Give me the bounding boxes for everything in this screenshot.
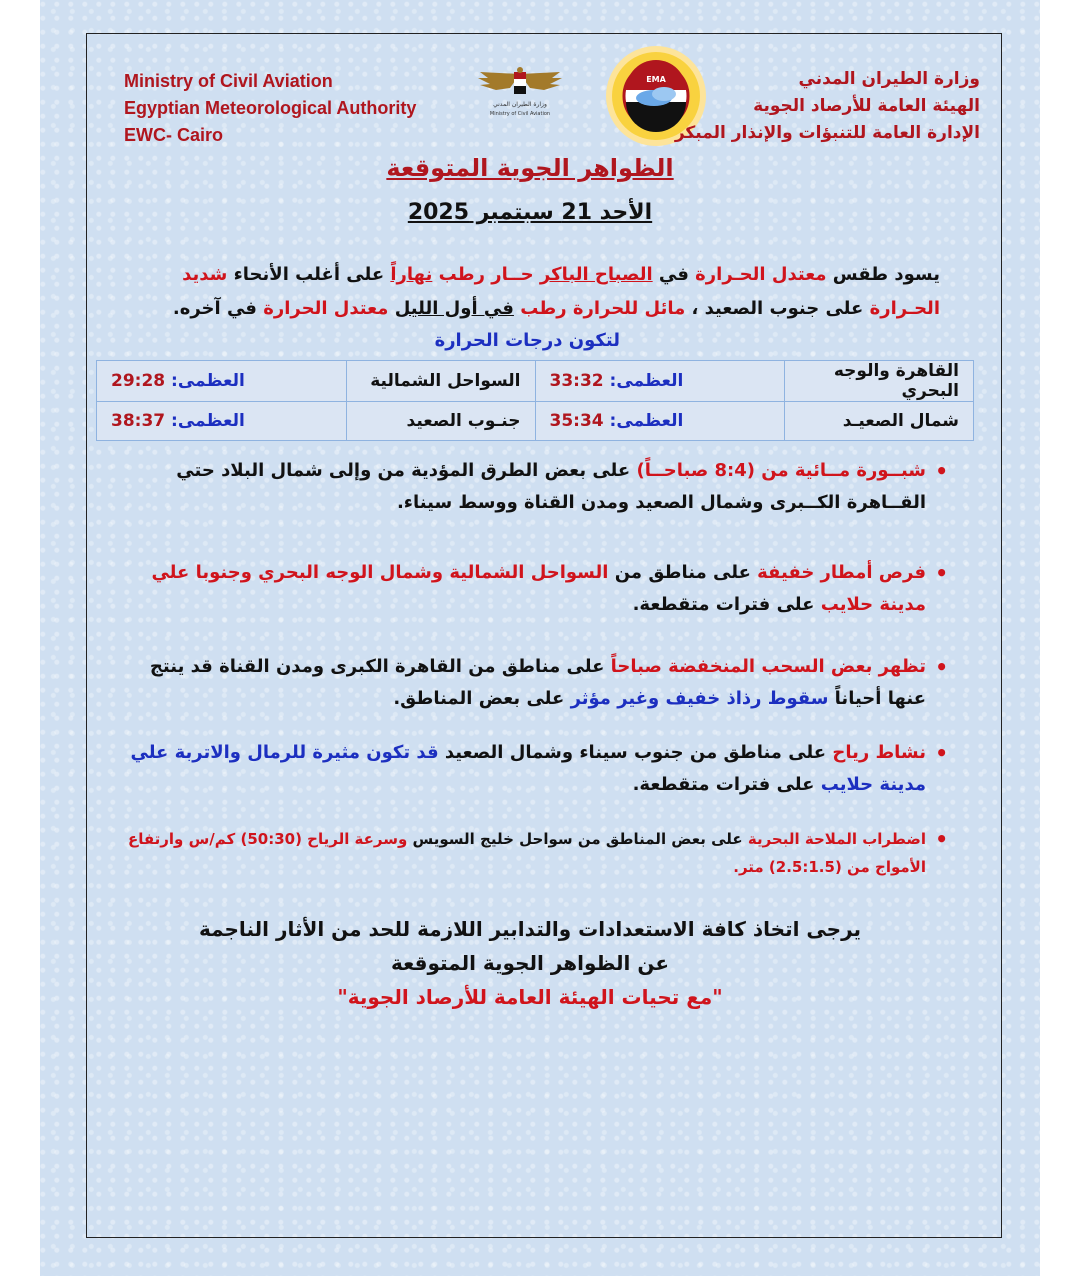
bullet-fog: • شبــورة مــائية من (8:4 صباحــاً) على بعض الطرق المؤدية من وإلى شمال البلاد حتي القــاهرة الكــبرى وشمال الصعيد ومدن القناة ووسط سيناء.: [118, 455, 948, 519]
svg-text:وزارة الطيران المدني: وزارة الطيران المدني: [493, 101, 547, 108]
document-title: الظواهر الجوية المتوقعة: [386, 154, 674, 182]
max-temp-cell: العظمى: 35:34: [535, 402, 785, 441]
table-row: [97, 361, 974, 402]
region-cell: القاهرة والوجه البحري: [785, 361, 974, 402]
svg-text:Ministry of Civil Aviation: Ministry of Civil Aviation: [489, 111, 551, 117]
bullet-wind: • نشاط رياح على مناطق من جنوب سيناء وشمال الصعيد قد تكون مثيرة للرمال والاتربة علي مدينة حلايب على فترات متقطعة.: [118, 737, 948, 801]
header-ar-line-2: الهيئة العامة للأرصاد الجوية: [753, 96, 980, 116]
bullet-low-clouds: • تظهر بعض السحب المنخفضة صباحاً على مناطق من القاهرة الكبرى ومدن القناة قد ينتج عنها أحياناً سقوط رذاذ خفيف وغير مؤثر على بعض المناطق.: [118, 651, 948, 715]
ministry-eagle-logo: [470, 66, 570, 122]
closing-note: [170, 912, 890, 1014]
region-cell: السواحل الشمالية: [346, 361, 535, 402]
bullet-marine: • اضطراب الملاحة البحرية على بعض المناطق من سواحل خليج السويس وسرعة الرياح (50:30) كم/س وارتفاع الأمواج من (2.5:1.5) متر.: [118, 825, 948, 881]
svg-text:EMA: EMA: [646, 75, 666, 84]
forecast-bullets: [118, 455, 948, 881]
table-row: [97, 402, 974, 441]
temperatures-heading: لتكون درجات الحرارة: [434, 330, 620, 351]
header-en-line-1: Ministry of Civil Aviation: [124, 71, 333, 91]
forecast-date: الأحد 21 سبتمبر 2025: [407, 200, 653, 225]
intro-paragraph: يسود طقس معتدل الحـرارة في الصباح الباكر حــار رطب نهاراً على أغلب الأنحاء شديد الحـرارة على جنوب الصعيد ، مائل للحرارة رطب في أول الليل معتدل الحرارة في آخره.: [172, 264, 940, 319]
max-temp-cell: العظمى: 38:37: [97, 402, 347, 441]
english-header: [124, 68, 484, 149]
header-en-line-3: EWC- Cairo: [124, 125, 223, 145]
arabic-header: [650, 66, 980, 147]
bullet-rain: • فرص أمطار خفيفة على مناطق من السواحل الشمالية وشمال الوجه البحري وجنوبا علي مدينة حلايب على فترات متقطعة.: [118, 557, 948, 621]
closing-line-2: عن الظواهر الجوية المتوقعة: [390, 951, 670, 975]
max-temp-cell: العظمى: 29:28: [97, 361, 347, 402]
header-ar-line-1: وزارة الطيران المدني: [798, 69, 980, 89]
header-en-line-2: Egyptian Meteorological Authority: [124, 98, 417, 118]
region-cell: شمال الصعيـد: [785, 402, 974, 441]
closing-line-3: "مع تحيات الهيئة العامة للأرصاد الجوية": [337, 985, 723, 1009]
closing-line-1: يرجى اتخاذ كافة الاستعدادات والتدابير اللازمة للحد من الأثار الناجمة: [198, 917, 862, 941]
region-cell: جنـوب الصعيد: [346, 402, 535, 441]
temperature-table: [96, 360, 974, 441]
header-ar-line-3: الإدارة العامة للتنبؤات والإنذار المبكر: [674, 123, 980, 143]
max-temp-cell: العظمى: 33:32: [535, 361, 785, 402]
